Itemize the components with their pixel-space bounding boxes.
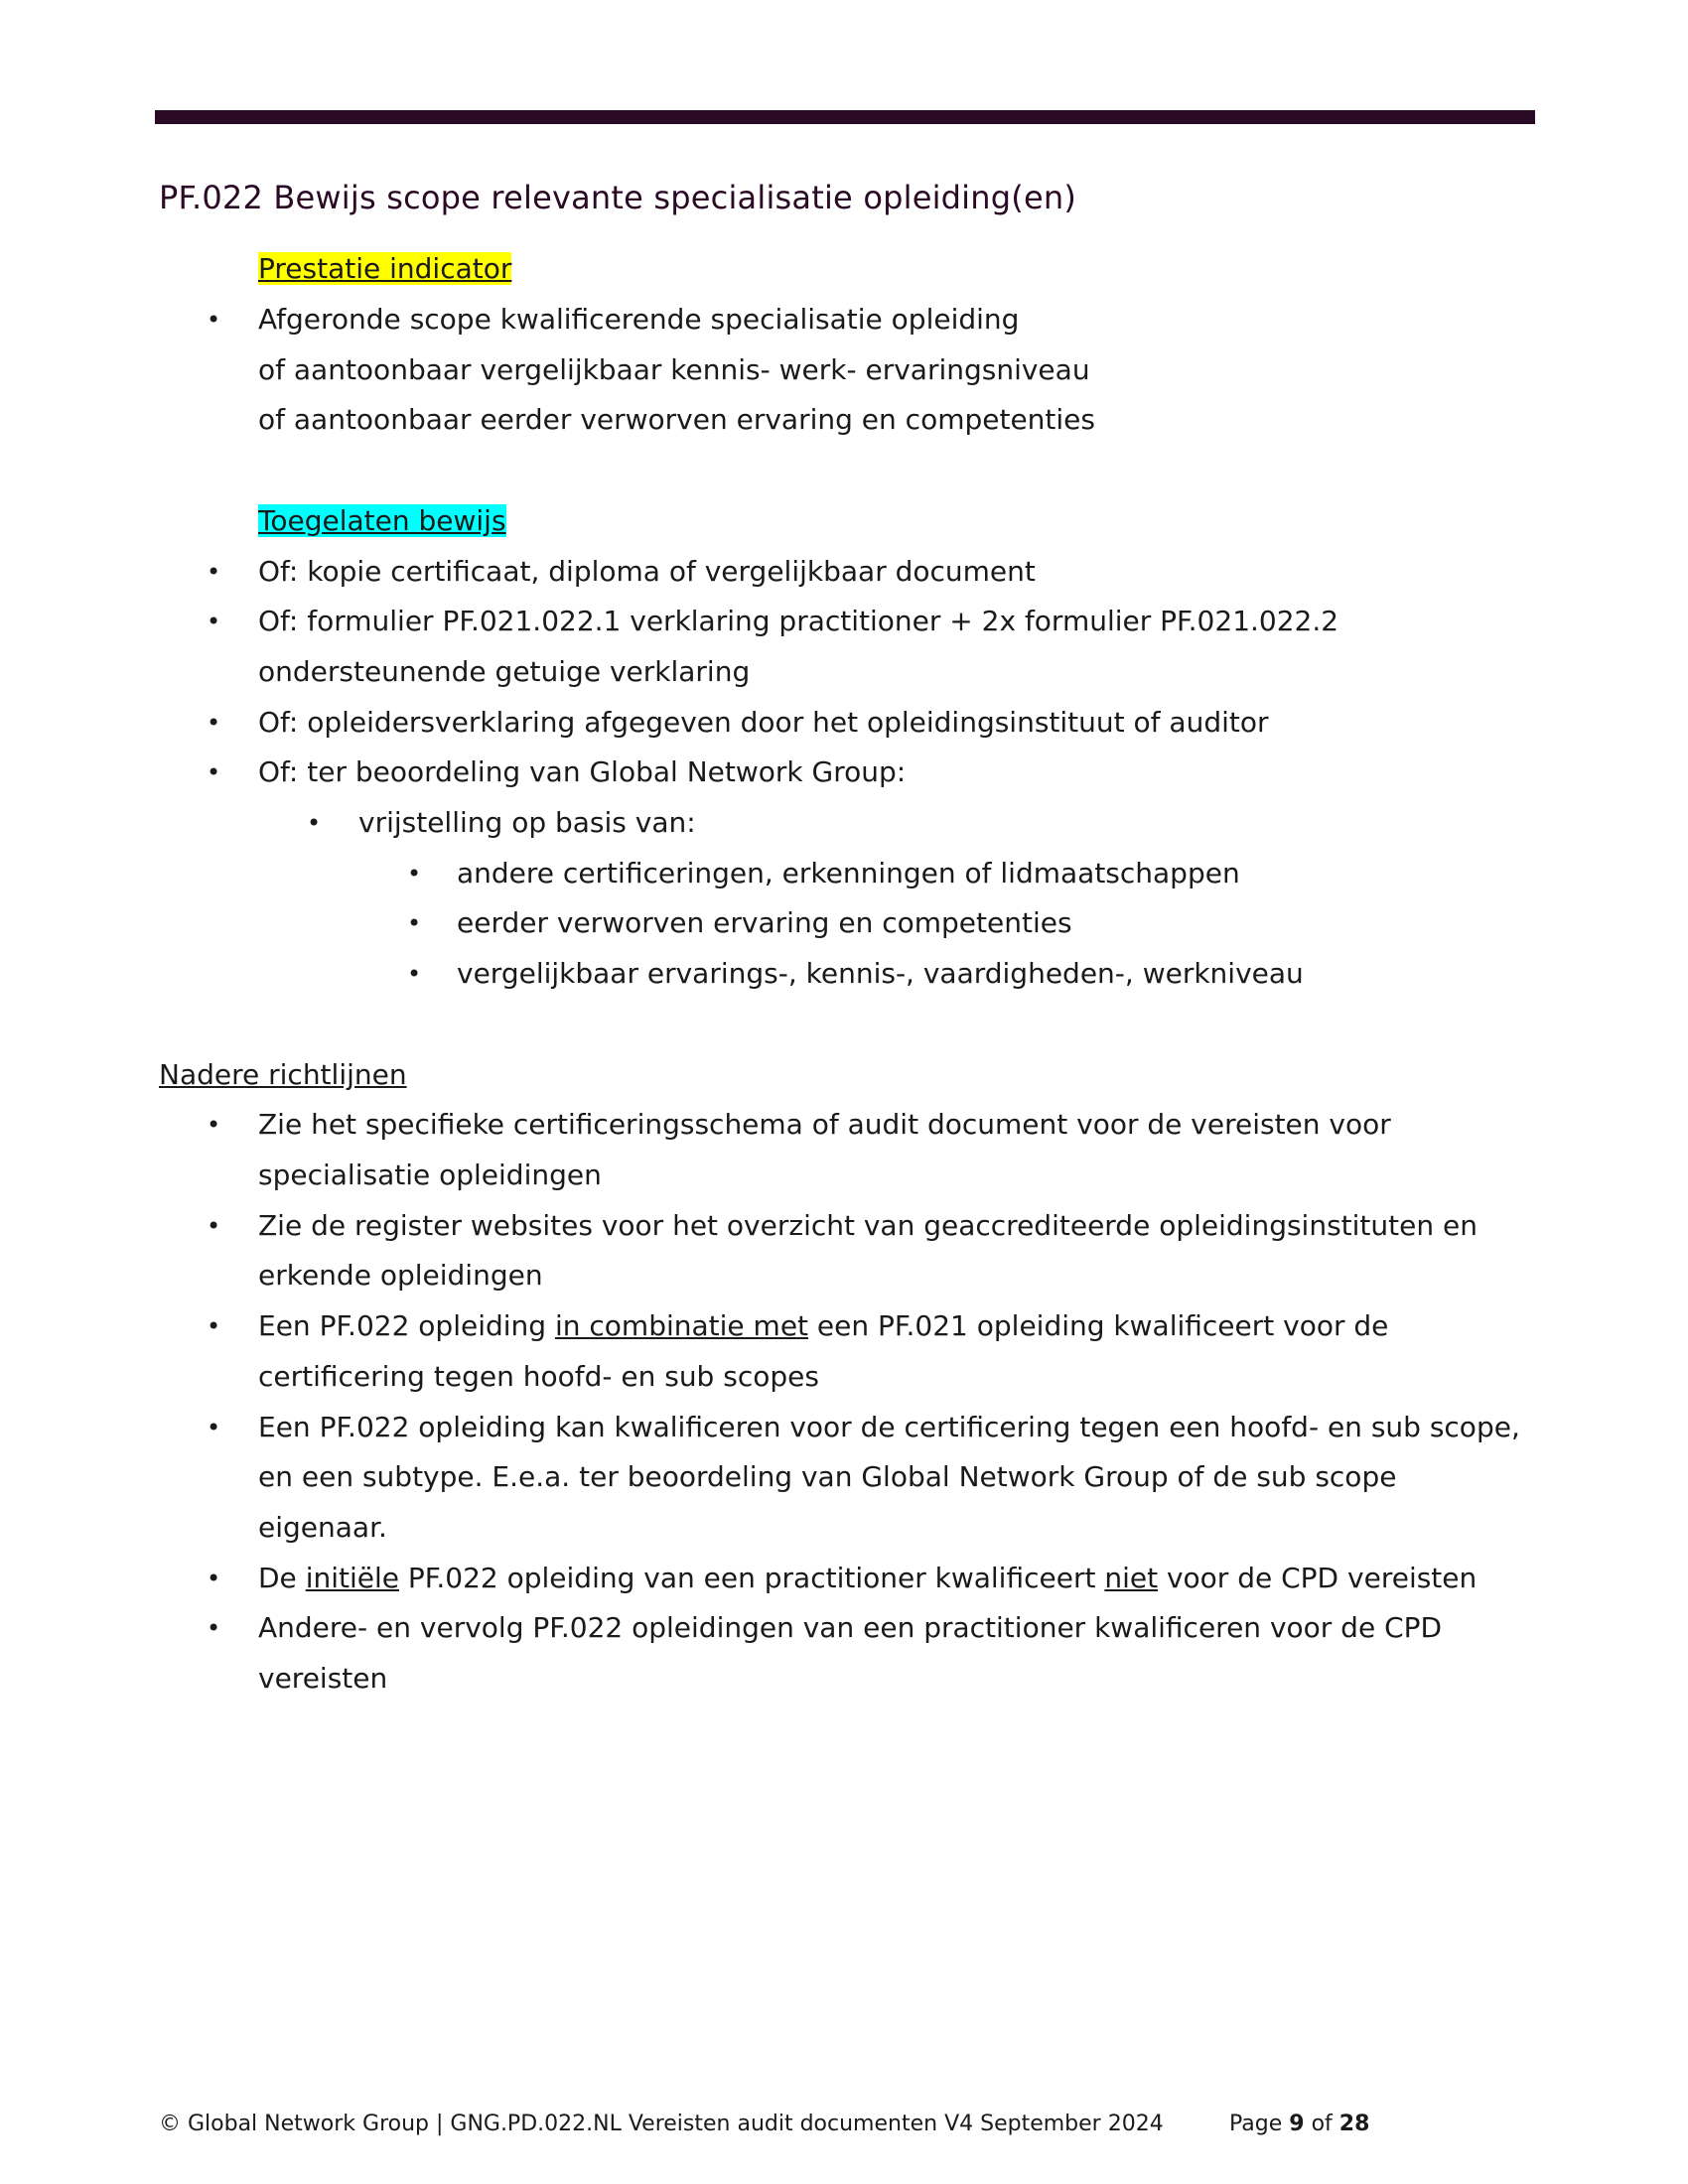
richtlijn-6a: Andere- en vervolg PF.022 opleidingen van een practitioner kwalificeren voor de CPD (258, 1611, 1443, 1644)
richtlijn-4a: Een PF.022 opleiding kan kwalificeren voor de certificering tegen een hoofd- en sub scope, (258, 1411, 1520, 1443)
prestatie-line-3: of aantoonbaar eerder verworven ervaring en competenties (258, 403, 1095, 436)
bullet-icon: • (207, 709, 221, 737)
footer-of-label: of (1304, 2112, 1339, 2136)
richtlijn-4c: eigenaar. (258, 1511, 387, 1544)
top-rule (155, 110, 1535, 124)
bewijs-item-2a: Of: formulier PF.021.022.1 verklaring practitioner + 2x formulier PF.021.022.2 (258, 605, 1339, 637)
prestatie-heading-text: Prestatie indicator (258, 252, 512, 285)
bewijs-heading-text: Toegelaten bewijs (258, 504, 506, 537)
bullet-icon: • (207, 1614, 221, 1642)
bullet-icon: • (207, 1212, 221, 1240)
bewijs-item-3: Of: opleidersverklaring afgegeven door het opleidingsinstituut of auditor (258, 706, 1269, 739)
richtlijnen-heading-text: Nadere richtlijnen (159, 1058, 407, 1091)
bewijs-item-4: Of: ter beoordeling van Global Network Group: (258, 755, 907, 788)
richtlijn-2b: erkende opleidingen (258, 1259, 543, 1292)
bullet-icon: • (207, 1565, 221, 1592)
richtlijn-3a (258, 1309, 1388, 1343)
richtlijn-5-post: voor de CPD vereisten (1158, 1562, 1477, 1594)
bewijs-heading (258, 504, 506, 538)
prestatie-line-1: Afgeronde scope kwalificerende specialisatie opleiding (258, 303, 1020, 336)
bullet-icon: • (207, 1414, 221, 1441)
footer-page-current: 9 (1289, 2112, 1305, 2136)
bewijs-subsub-2: eerder verworven ervaring en competenties (457, 906, 1072, 939)
richtlijn-5 (258, 1562, 1477, 1595)
page-title: PF.022 Bewijs scope relevante specialisatie opleiding(en) (159, 179, 1077, 216)
bullet-icon: • (207, 1111, 221, 1139)
prestatie-heading (258, 252, 511, 286)
bullet-icon: • (407, 860, 422, 887)
bullet-icon: • (207, 608, 221, 635)
footer-page-number (1229, 2111, 1369, 2138)
richtlijn-3-underlined: in combinatie met (554, 1309, 809, 1342)
bewijs-item-2b: ondersteunende getuige verklaring (258, 655, 751, 688)
footer-page-total: 28 (1338, 2112, 1370, 2136)
bullet-icon: • (207, 558, 221, 586)
bewijs-subsub-1: andere certificeringen, erkenningen of lidmaatschappen (457, 857, 1240, 889)
richtlijn-4b: en een subtype. E.e.a. ter beoordeling van Global Network Group of de sub scope (258, 1460, 1397, 1493)
richtlijn-1b: specialisatie opleidingen (258, 1159, 602, 1191)
prestatie-line-2: of aantoonbaar vergelijkbaar kennis- werk- ervaringsniveau (258, 353, 1090, 386)
richtlijn-3b: certificering tegen hoofd- en sub scopes (258, 1360, 819, 1393)
bullet-icon: • (207, 1312, 221, 1340)
richtlijn-5-mid: PF.022 opleiding van een practitioner kwalificeert (398, 1562, 1105, 1594)
footer-page-label: Page (1229, 2112, 1290, 2136)
richtlijn-3-pre: Een PF.022 opleiding (258, 1309, 555, 1342)
bewijs-item-1: Of: kopie certificaat, diploma of vergelijkbaar document (258, 555, 1036, 588)
richtlijn-5-pre: De (258, 1562, 306, 1594)
bullet-icon: • (407, 909, 422, 937)
bullet-icon: • (307, 809, 322, 837)
page-footer (159, 2111, 1370, 2138)
richtlijn-6b: vereisten (258, 1662, 388, 1695)
bullet-icon: • (407, 960, 422, 988)
footer-copyright: © Global Network Group | GNG.PD.022.NL Vereisten audit documenten V4 September 2024 (159, 2112, 1164, 2136)
richtlijn-5-underlined-1: initiële (305, 1562, 399, 1594)
richtlijn-2a: Zie de register websites voor het overzicht van geaccrediteerde opleidingsinstituten en (258, 1209, 1477, 1242)
bewijs-subsub-3: vergelijkbaar ervarings-, kennis-, vaardigheden-, werkniveau (457, 957, 1304, 990)
bullet-icon: • (207, 306, 221, 334)
bullet-icon: • (207, 758, 221, 786)
richtlijn-1a: Zie het specifieke certificeringsschema of audit document voor de vereisten voor (258, 1108, 1391, 1141)
richtlijn-3-post: een PF.021 opleiding kwalificeert voor de (808, 1309, 1389, 1342)
richtlijnen-heading (159, 1058, 407, 1092)
richtlijn-5-underlined-2: niet (1104, 1562, 1159, 1594)
bewijs-sub-1: vrijstelling op basis van: (358, 806, 696, 839)
